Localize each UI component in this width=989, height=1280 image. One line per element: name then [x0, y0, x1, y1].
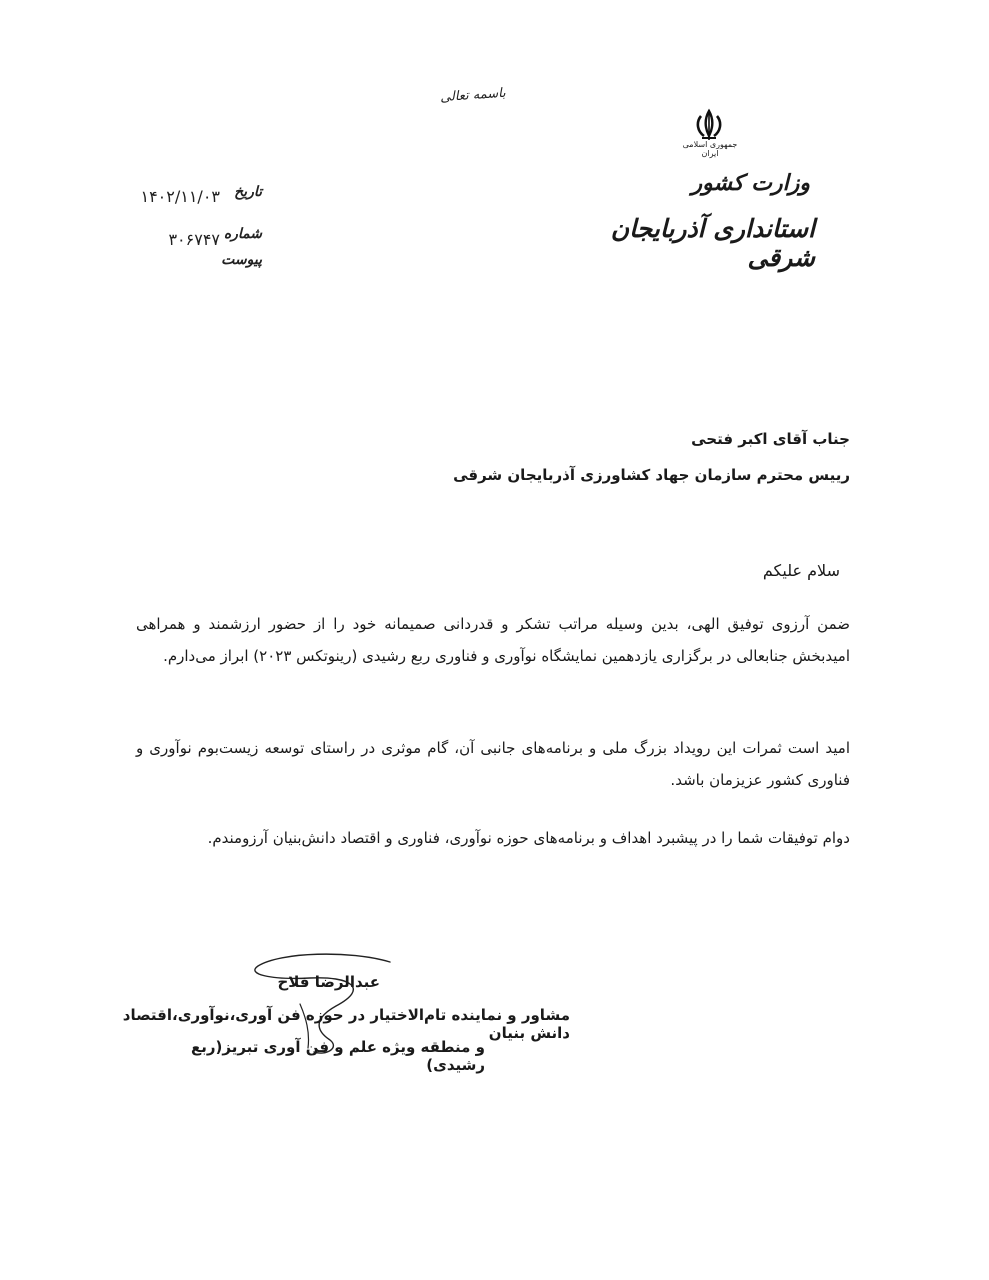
body-paragraph-1: ضمن آرزوی توفیق الهی، بدین وسیله مراتب تشکر و قدردانی صمیمانه خود را از حضور ارزشمند و همراهی امیدبخش جنابعالی در برگزاری یازدهمین نمایشگاه نوآوری و فناوری ربع رشیدی (رینوتکس ۲۰۲۳) ابراز می‌دارم.: [136, 615, 850, 665]
recipient-title: رییس محترم سازمان جهاد کشاورزی آذربایجان شرقی: [453, 466, 850, 484]
attachment-label: پیوست: [221, 252, 262, 268]
salutation: سلام علیکم: [762, 561, 840, 580]
signer-name: عبدالرضا فلاح: [277, 973, 380, 991]
signer-title-line-2: و منطقه ویژه علم و فن آوری تبریز(ربع رشیدی): [191, 1038, 485, 1074]
body-paragraph-2: امید است ثمرات این رویداد بزرگ ملی و برنامه‌های جانبی آن، گام موثری در راستای توسعه زیست‌بوم نوآوری و فناوری کشور عزیزمان باشد.: [136, 739, 850, 789]
governorate-title: استانداری آذربایجان شرقی: [610, 214, 815, 272]
signer-title-line-1: مشاور و نماینده تام‌الاختیار در حوزه فن آوری،نوآوری،اقتصاد دانش بنیان: [122, 1006, 570, 1042]
date-label: تاریخ: [234, 184, 262, 200]
number-value: ۳۰۶۷۴۷: [168, 230, 220, 249]
date-value: ۱۴۰۲/۱۱/۰۳: [140, 187, 220, 206]
republic-caption: جمهوری اسلامی ایران: [682, 140, 738, 158]
recipient-name: جناب آقای اکبر فتحی: [691, 430, 850, 448]
ministry-title: وزارت کشور: [691, 170, 810, 196]
body-paragraph-3: دوام توفیقات شما را در پیشبرد اهداف و برنامه‌های حوزه نوآوری، فناوری و اقتصاد دانش‌بنیان آرزومندم.: [207, 829, 850, 847]
bismillah: باسمه تعالی: [439, 85, 507, 106]
number-label: شماره: [223, 226, 262, 242]
iran-emblem-icon: [692, 108, 726, 142]
